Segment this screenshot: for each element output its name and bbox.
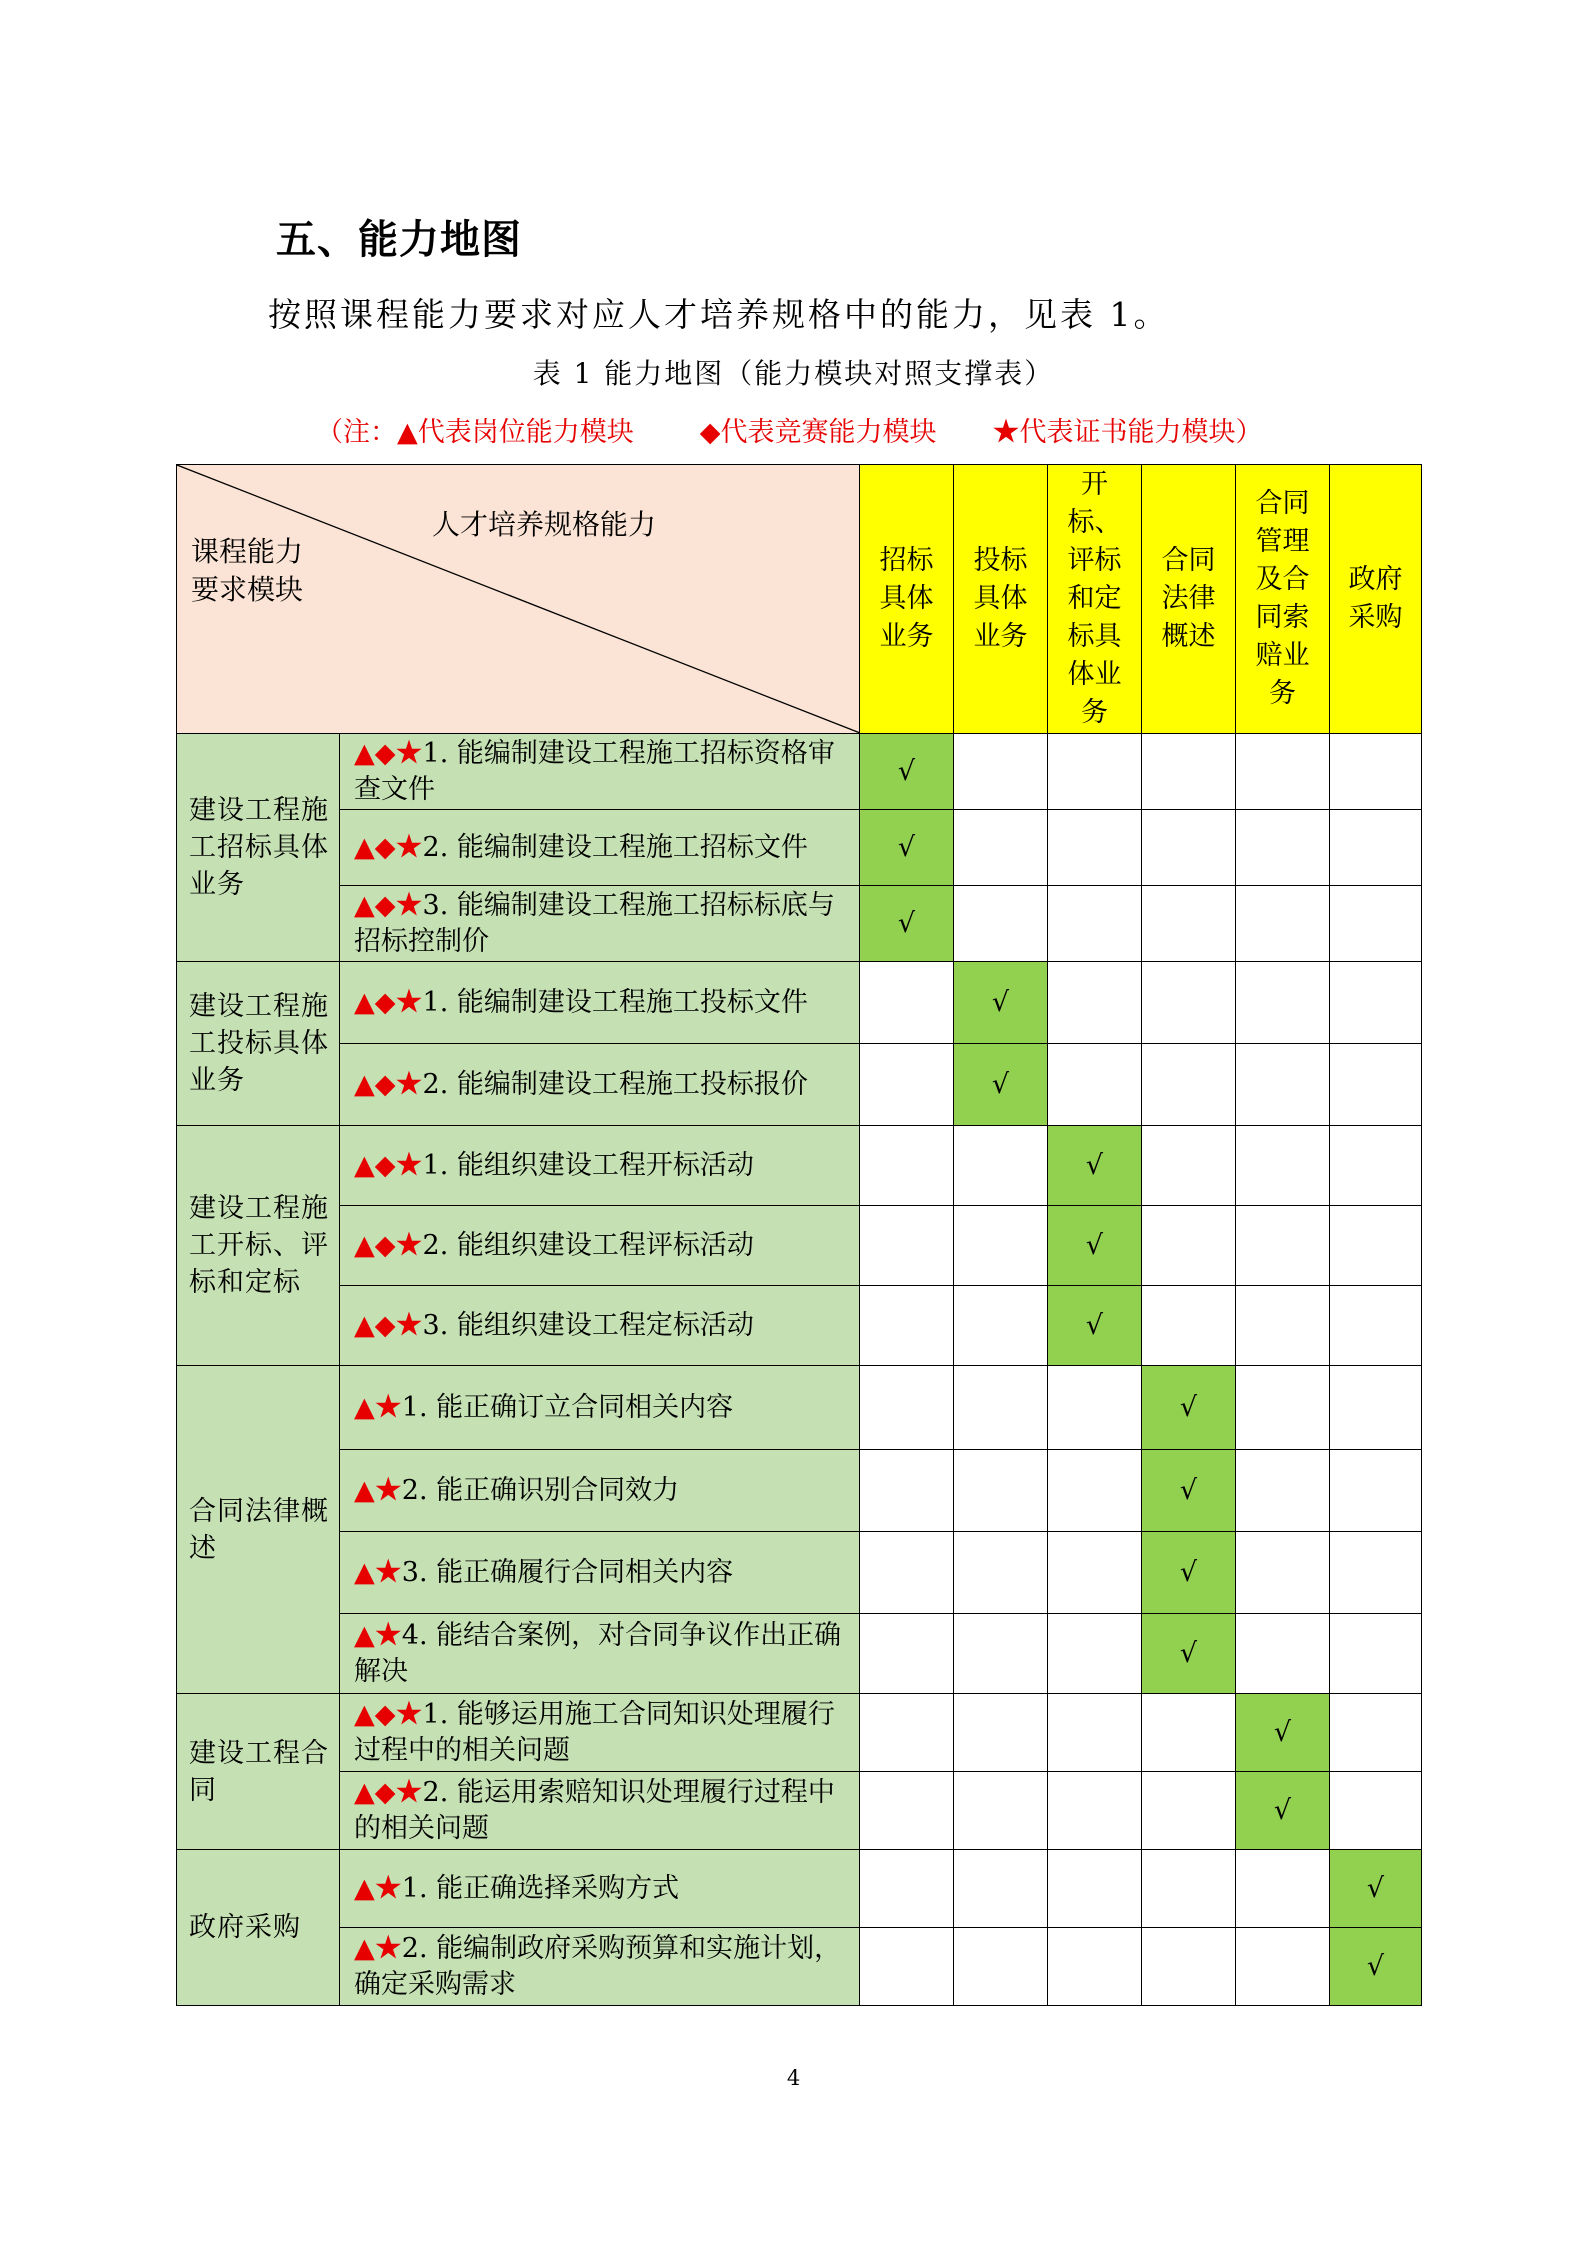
table-row [177, 1126, 1422, 1206]
ability-cell [340, 1044, 860, 1126]
empty-cell [1048, 1044, 1142, 1126]
empty-cell [860, 1450, 954, 1532]
table-caption: 表 1 能力地图（能力模块对照支撑表） [532, 357, 1055, 390]
empty-cell [1330, 886, 1422, 962]
table-row [177, 734, 1422, 810]
col-header-tendering: 投标具体业务 [954, 465, 1048, 734]
empty-cell [1236, 1286, 1330, 1366]
empty-cell [1048, 1694, 1142, 1772]
empty-cell [1330, 1044, 1422, 1126]
ability-symbols: ▲◆★ [354, 1229, 423, 1261]
empty-cell [1330, 810, 1422, 886]
module-cell: 建设工程施工投标具体业务 [177, 962, 340, 1126]
empty-cell [1048, 1366, 1142, 1450]
ability-cell [340, 1532, 860, 1614]
empty-cell [860, 1928, 954, 2006]
empty-cell [954, 1366, 1048, 1450]
ability-cell [340, 810, 860, 886]
table-row [177, 1366, 1422, 1450]
table-row [177, 1206, 1422, 1286]
ability-symbols: ▲◆★ [354, 889, 423, 921]
col-header-bidding: 招标具体业务 [860, 465, 954, 734]
empty-cell [954, 1450, 1048, 1532]
empty-cell [1142, 1044, 1236, 1126]
check-mark-cell: √ [1142, 1450, 1236, 1532]
ability-cell [340, 1206, 860, 1286]
empty-cell [954, 886, 1048, 962]
legend-position-ability: ▲代表岗位能力模块 [397, 417, 634, 448]
empty-cell [860, 1206, 954, 1286]
empty-cell [860, 1532, 954, 1614]
ability-symbols: ▲◆★ [354, 1309, 423, 1341]
ability-cell [340, 734, 860, 810]
empty-cell [1236, 1532, 1330, 1614]
corner-talent-ability-label: 人才培养规格能力 [432, 508, 657, 541]
empty-cell [1048, 1850, 1142, 1928]
check-mark-cell: √ [1142, 1532, 1236, 1614]
empty-cell [1330, 1366, 1422, 1450]
ability-symbols: ▲★ [354, 1391, 402, 1423]
empty-cell [1330, 1772, 1422, 1850]
empty-cell [1142, 1694, 1236, 1772]
empty-cell [1048, 1532, 1142, 1614]
empty-cell [1236, 1126, 1330, 1206]
check-mark-cell: √ [860, 734, 954, 810]
col-header-contract-management: 合同管理及合同索赔业务 [1236, 465, 1330, 734]
empty-cell [860, 1694, 954, 1772]
header-row [177, 465, 1422, 734]
empty-cell [1048, 1450, 1142, 1532]
empty-cell [1142, 962, 1236, 1044]
empty-cell [1330, 1614, 1422, 1694]
empty-cell [954, 810, 1048, 886]
empty-cell [1142, 1126, 1236, 1206]
check-mark-cell: √ [860, 810, 954, 886]
empty-cell [1330, 1694, 1422, 1772]
empty-cell [954, 1126, 1048, 1206]
table-row [177, 1694, 1422, 1772]
ability-cell [340, 1772, 860, 1850]
empty-cell [954, 1286, 1048, 1366]
ability-symbols: ▲◆★ [354, 831, 423, 863]
table-row [177, 962, 1422, 1044]
check-mark-cell: √ [1330, 1928, 1422, 2006]
empty-cell [1330, 1532, 1422, 1614]
ability-symbols: ▲◆★ [354, 1698, 423, 1730]
empty-cell [954, 734, 1048, 810]
ability-text: 3. 能编制建设工程施工招标标底与招标控制价 [354, 889, 835, 957]
ability-text: 2. 能编制建设工程施工投标报价 [422, 1068, 808, 1100]
module-cell: 合同法律概述 [177, 1366, 340, 1694]
empty-cell [1236, 1850, 1330, 1928]
ability-text: 3. 能组织建设工程定标活动 [422, 1309, 754, 1341]
check-mark-cell: √ [1330, 1850, 1422, 1928]
ability-symbols: ▲◆★ [354, 1068, 423, 1100]
ability-text: 1. 能正确订立合同相关内容 [401, 1391, 734, 1423]
empty-cell [1142, 886, 1236, 962]
empty-cell [860, 1286, 954, 1366]
ability-text: 3. 能正确履行合同相关内容 [401, 1556, 734, 1588]
ability-cell [340, 962, 860, 1044]
check-mark-cell: √ [1236, 1694, 1330, 1772]
legend-certificate-ability: ★代表证书能力模块） [992, 417, 1263, 448]
ability-symbols: ▲★ [354, 1619, 402, 1651]
ability-text: 1. 能编制建设工程施工投标文件 [422, 986, 808, 1018]
header-corner-cell [177, 465, 860, 734]
legend-note [316, 410, 1263, 449]
empty-cell [1048, 1614, 1142, 1694]
ability-symbols: ▲★ [354, 1474, 402, 1506]
empty-cell [860, 1614, 954, 1694]
ability-text: 2. 能运用索赔知识处理履行过程中的相关问题 [354, 1776, 835, 1844]
table-row [177, 810, 1422, 886]
empty-cell [1048, 734, 1142, 810]
ability-symbols: ▲◆★ [354, 737, 423, 769]
check-mark-cell: √ [1048, 1286, 1142, 1366]
empty-cell [860, 962, 954, 1044]
ability-cell [340, 1126, 860, 1206]
ability-text: 1. 能编制建设工程施工招标资格审查文件 [354, 737, 835, 805]
empty-cell [954, 1850, 1048, 1928]
col-header-bid-opening: 开标、评标和定标具体业务 [1048, 465, 1142, 734]
empty-cell [1236, 1044, 1330, 1126]
legend-competition-ability: ◆代表竞赛能力模块 [699, 417, 937, 448]
col-header-government-procurement: 政府采购 [1330, 465, 1422, 734]
corner-course-module-label: 课程能力 要求模块 [191, 535, 304, 606]
ability-cell [340, 1850, 860, 1928]
empty-cell [1048, 962, 1142, 1044]
section-heading: 五、能力地图 [276, 217, 522, 263]
module-cell: 建设工程施工招标具体业务 [177, 734, 340, 962]
ability-cell [340, 886, 860, 962]
empty-cell [1330, 962, 1422, 1044]
empty-cell [860, 1850, 954, 1928]
empty-cell [1048, 1928, 1142, 2006]
empty-cell [1330, 1206, 1422, 1286]
ability-symbols: ▲★ [354, 1556, 402, 1588]
empty-cell [1236, 1928, 1330, 2006]
intro-paragraph: 按照课程能力要求对应人才培养规格中的能力，见表 1。 [268, 295, 1170, 334]
ability-cell [340, 1450, 860, 1532]
empty-cell [954, 1772, 1048, 1850]
ability-symbols: ▲★ [354, 1932, 402, 1964]
table-row [177, 1928, 1422, 2006]
empty-cell [1142, 1928, 1236, 2006]
empty-cell [1236, 1614, 1330, 1694]
ability-cell [340, 1286, 860, 1366]
ability-symbols: ▲◆★ [354, 1776, 423, 1808]
empty-cell [860, 1366, 954, 1450]
empty-cell [860, 1126, 954, 1206]
empty-cell [1330, 1286, 1422, 1366]
module-cell: 建设工程合同 [177, 1694, 340, 1850]
ability-text: 2. 能正确识别合同效力 [401, 1474, 680, 1506]
empty-cell [1048, 1772, 1142, 1850]
empty-cell [1236, 1206, 1330, 1286]
ability-text: 2. 能编制建设工程施工招标文件 [422, 831, 808, 863]
col-header-contract-law: 合同法律概述 [1142, 465, 1236, 734]
table-row [177, 1286, 1422, 1366]
empty-cell [1236, 1450, 1330, 1532]
ability-symbols: ▲◆★ [354, 986, 423, 1018]
empty-cell [1236, 810, 1330, 886]
check-mark-cell: √ [1236, 1772, 1330, 1850]
ability-text: 2. 能组织建设工程评标活动 [422, 1229, 754, 1261]
empty-cell [1236, 1366, 1330, 1450]
empty-cell [1236, 962, 1330, 1044]
ability-text: 4. 能结合案例，对合同争议作出正确解决 [354, 1619, 842, 1687]
empty-cell [1236, 886, 1330, 962]
table-row [177, 1532, 1422, 1614]
table-row [177, 1850, 1422, 1928]
check-mark-cell: √ [1142, 1614, 1236, 1694]
check-mark-cell: √ [954, 962, 1048, 1044]
legend-open: （注： [316, 417, 397, 448]
check-mark-cell: √ [1048, 1126, 1142, 1206]
empty-cell [1330, 734, 1422, 810]
ability-text: 2. 能编制政府采购预算和实施计划，确定采购需求 [354, 1932, 842, 2000]
ability-text: 1. 能组织建设工程开标活动 [422, 1149, 754, 1181]
ability-map-table [176, 464, 1422, 2006]
empty-cell [1142, 1850, 1236, 1928]
empty-cell [1142, 1772, 1236, 1850]
page-number: 4 [786, 2066, 801, 2090]
module-cell: 政府采购 [177, 1850, 340, 2006]
ability-cell [340, 1928, 860, 2006]
empty-cell [1330, 1450, 1422, 1532]
empty-cell [1236, 734, 1330, 810]
empty-cell [1048, 810, 1142, 886]
empty-cell [1330, 1126, 1422, 1206]
empty-cell [954, 1928, 1048, 2006]
empty-cell [860, 1044, 954, 1126]
empty-cell [1142, 1206, 1236, 1286]
ability-cell [340, 1694, 860, 1772]
ability-cell [340, 1366, 860, 1450]
ability-text: 1. 能正确选择采购方式 [401, 1872, 680, 1904]
empty-cell [860, 1772, 954, 1850]
empty-cell [1048, 886, 1142, 962]
empty-cell [954, 1694, 1048, 1772]
check-mark-cell: √ [1048, 1206, 1142, 1286]
table-row [177, 886, 1422, 962]
table-row [177, 1772, 1422, 1850]
check-mark-cell: √ [1142, 1366, 1236, 1450]
check-mark-cell: √ [954, 1044, 1048, 1126]
ability-cell [340, 1614, 860, 1694]
empty-cell [954, 1532, 1048, 1614]
empty-cell [954, 1614, 1048, 1694]
empty-cell [1142, 734, 1236, 810]
module-cell: 建设工程施工开标、评标和定标 [177, 1126, 340, 1366]
empty-cell [1142, 1286, 1236, 1366]
ability-text: 1. 能够运用施工合同知识处理履行过程中的相关问题 [354, 1698, 835, 1766]
empty-cell [954, 1206, 1048, 1286]
table-row [177, 1450, 1422, 1532]
empty-cell [1142, 810, 1236, 886]
ability-symbols: ▲★ [354, 1872, 402, 1904]
table-row [177, 1614, 1422, 1694]
check-mark-cell: √ [860, 886, 954, 962]
ability-symbols: ▲◆★ [354, 1149, 423, 1181]
table-row [177, 1044, 1422, 1126]
